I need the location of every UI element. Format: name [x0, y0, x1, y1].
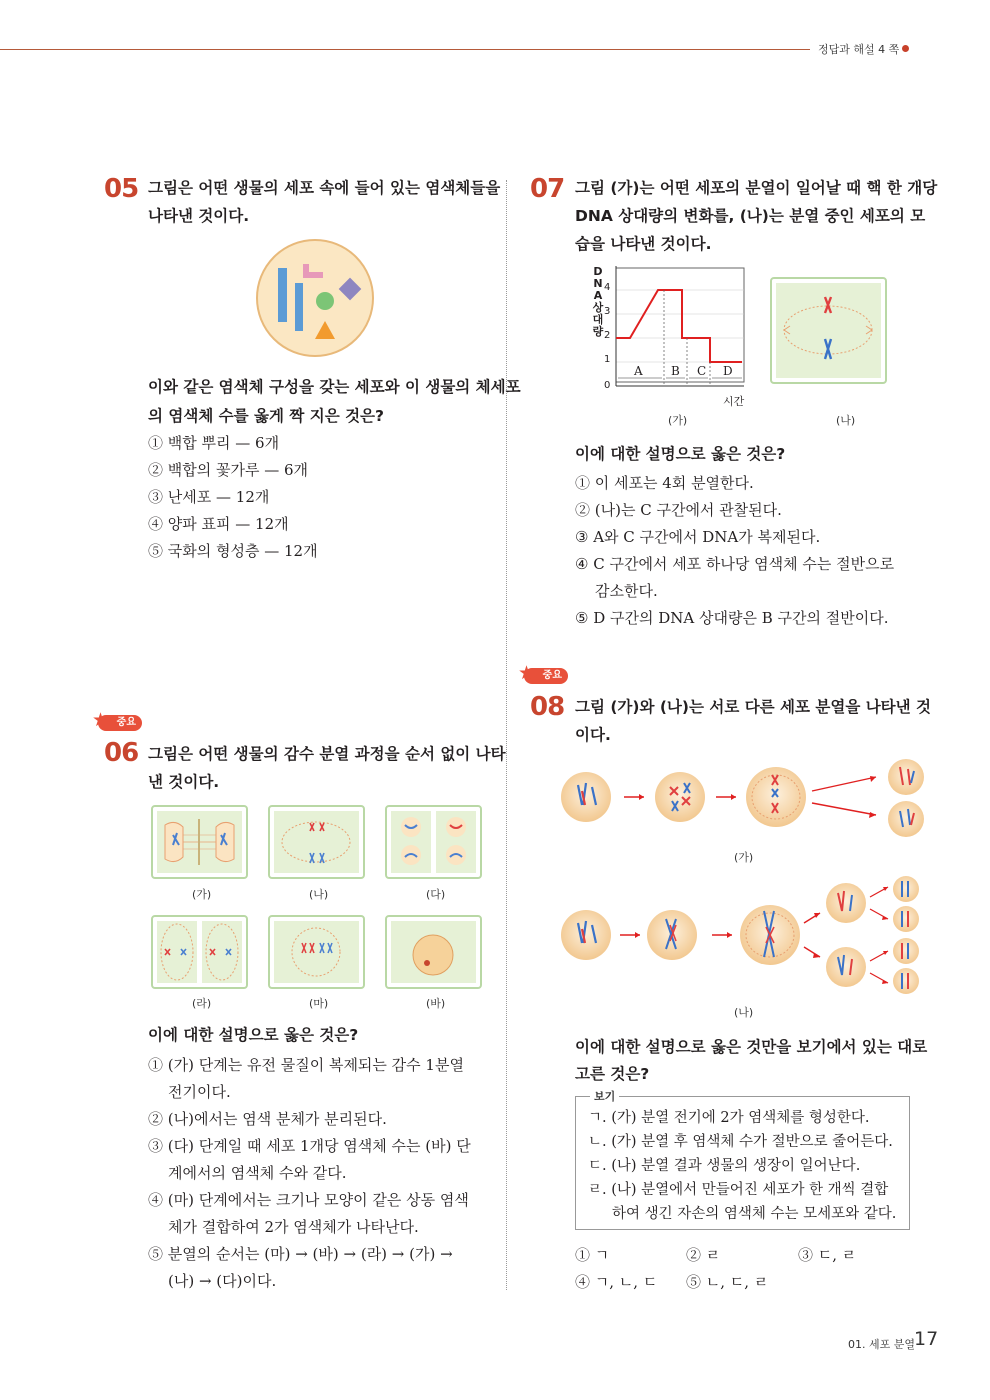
q06-option-1-cont: 전기이다.	[168, 1083, 231, 1101]
q05-cell-figure	[254, 237, 376, 359]
q07-segment-A: A	[634, 364, 643, 378]
q06-option-5[interactable]: ⑤ 분열의 순서는 (마) → (바) → (라) → (가) →	[148, 1245, 453, 1263]
q07-text-line3: 습을 나타낸 것이다.	[575, 235, 712, 253]
q07-text-line1: 그림 (가)는 어떤 세포의 분열이 일어날 때 핵 한 개당	[575, 179, 938, 197]
header-dot-icon	[902, 45, 909, 52]
q08-bogi-item-2: ㄴ. (가) 분열 후 염색체 수가 절반으로 줄어든다.	[588, 1134, 893, 1150]
q05-option-1[interactable]: ① 백합 뿌리 — 6개	[148, 434, 280, 452]
q08-caption-na: (나)	[734, 1006, 754, 1019]
q08-choice-5[interactable]: ⑤ ㄴ, ㄷ, ㄹ	[686, 1273, 769, 1291]
q07-ask: 이에 대한 설명으로 옳은 것은?	[575, 445, 786, 463]
answer-reference: 정답과 해설 4 쪽	[818, 43, 900, 56]
q06-figure-na	[268, 805, 365, 879]
q06-option-3-cont: 계에서의 염색체 수와 같다.	[168, 1164, 347, 1182]
q07-segment-B: B	[671, 364, 680, 378]
q07-number: 07	[530, 174, 565, 204]
q07-segment-C: C	[697, 364, 707, 378]
q06-option-5-cont: (나) → (다)이다.	[168, 1272, 277, 1290]
q05-option-5[interactable]: ⑤ 국화의 형성층 — 12개	[148, 542, 318, 560]
q05-option-2[interactable]: ② 백합의 꽃가루 — 6개	[148, 461, 309, 479]
q06-caption-ga: (가)	[192, 888, 212, 901]
q08-choice-4[interactable]: ④ ㄱ, ㄴ, ㄷ	[575, 1273, 658, 1291]
q05-option-4[interactable]: ④ 양파 표피 — 12개	[148, 515, 289, 533]
q06-caption-ra: (라)	[192, 997, 212, 1010]
q06-figure-ra	[151, 915, 248, 989]
q07-caption-na: (나)	[836, 414, 856, 427]
q08-text-line1: 그림 (가)와 (나)는 서로 다른 세포 분열을 나타낸 것	[575, 698, 931, 716]
q06-text-line1: 그림은 어떤 생물의 감수 분열 과정을 순서 없이 나타	[148, 745, 506, 763]
q08-choice-3[interactable]: ③ ㄷ, ㄹ	[798, 1246, 857, 1264]
q08-text-line2: 이다.	[575, 726, 611, 744]
q07-graph-ylabel: D N A 상 대 량	[592, 265, 604, 338]
q07-segment-D: D	[723, 364, 733, 378]
q07-option-2[interactable]: ② (나)는 C 구간에서 관찰된다.	[575, 501, 782, 519]
q06-text-line2: 낸 것이다.	[148, 773, 220, 791]
q06-figure-ba	[385, 915, 482, 989]
q08-important-badge: ★ 중요	[524, 668, 568, 684]
q07-option-4-cont: 감소한다.	[595, 582, 658, 600]
q05-option-3[interactable]: ③ 난세포 — 12개	[148, 488, 270, 506]
q08-bogi-label: 보기	[590, 1088, 619, 1104]
footer-chapter: 01. 세포 분열	[848, 1338, 915, 1351]
q08-number: 08	[530, 692, 565, 722]
q08-bogi-item-4-cont: 하여 생긴 자손의 염색체 수는 모세포와 같다.	[612, 1206, 897, 1222]
q06-caption-ma: (마)	[309, 997, 329, 1010]
q08-bogi-item-1: ㄱ. (가) 분열 전기에 2가 염색체를 형성한다.	[588, 1110, 870, 1126]
q06-option-1[interactable]: ① (가) 단계는 유전 물질이 복제되는 감수 1분열	[148, 1056, 464, 1074]
q05-ask-line1: 이와 같은 염색체 구성을 갖는 세포와 이 생물의 체세포	[148, 378, 521, 396]
q08-caption-ga: (가)	[734, 851, 754, 864]
q06-figure-ga	[151, 805, 248, 879]
q05-text-line1: 그림은 어떤 생물의 세포 속에 들어 있는 염색체들을	[148, 179, 501, 197]
q08-ask-line2: 고른 것은?	[575, 1065, 650, 1083]
q06-figure-da	[385, 805, 482, 879]
q07-figure-na	[770, 277, 887, 384]
q06-caption-da: (다)	[426, 888, 446, 901]
q08-choice-1[interactable]: ① ㄱ	[575, 1246, 610, 1264]
star-icon: ★	[92, 709, 110, 731]
q07-option-3[interactable]: ③ A와 C 구간에서 DNA가 복제된다.	[575, 528, 821, 546]
footer-page-number: 17	[914, 1328, 939, 1350]
q07-option-4[interactable]: ④ C 구간에서 세포 하나당 염색체 수는 절반으로	[575, 555, 895, 573]
q07-ytick-3: 3	[604, 306, 611, 317]
q07-ytick-0: 0	[604, 380, 611, 391]
q06-option-3[interactable]: ③ (다) 단계일 때 세포 1개당 염색체 수는 (바) 단	[148, 1137, 471, 1155]
star-icon: ★	[518, 662, 536, 684]
q05-number: 05	[104, 174, 139, 204]
q07-caption-ga: (가)	[668, 414, 688, 427]
q06-caption-na: (나)	[309, 888, 329, 901]
q08-figure-na	[556, 875, 936, 1000]
q07-option-5[interactable]: ⑤ D 구간의 DNA 상대량은 B 구간의 절반이다.	[575, 609, 889, 627]
column-divider	[506, 180, 507, 1290]
q06-option-4-cont: 체가 결합하여 2가 염색체가 나타난다.	[168, 1218, 419, 1236]
q06-number: 06	[104, 738, 139, 768]
q06-option-2[interactable]: ② (나)에서는 염색 분체가 분리된다.	[148, 1110, 387, 1128]
q06-important-badge: ★ 중요	[98, 715, 142, 731]
q06-ask: 이에 대한 설명으로 옳은 것은?	[148, 1026, 359, 1044]
q05-text-line2: 나타낸 것이다.	[148, 207, 250, 225]
header-rule	[0, 49, 810, 50]
q07-ytick-2: 2	[604, 330, 611, 341]
q08-choice-2[interactable]: ② ㄹ	[686, 1246, 721, 1264]
q05-ask-line2: 의 염색체 수를 옳게 짝 지은 것은?	[148, 407, 385, 425]
q06-figure-ma	[268, 915, 365, 989]
q07-text-line2: DNA 상대량의 변화를, (나)는 분열 중인 세포의 모	[575, 207, 926, 225]
q06-caption-ba: (바)	[426, 997, 446, 1010]
q07-option-1[interactable]: ① 이 세포는 4회 분열한다.	[575, 474, 754, 492]
q08-ask-line1: 이에 대한 설명으로 옳은 것만을 보기에서 있는 대로	[575, 1038, 928, 1056]
q07-xlabel: 시간	[723, 395, 745, 408]
q08-figure-ga	[556, 757, 936, 847]
q08-bogi-item-3: ㄷ. (나) 분열 결과 생물의 생장이 일어난다.	[588, 1158, 861, 1174]
q06-option-4[interactable]: ④ (마) 단계에서는 크기나 모양이 같은 상동 염색	[148, 1191, 469, 1209]
q07-ytick-4: 4	[604, 282, 611, 293]
q07-ytick-1: 1	[604, 354, 611, 365]
q08-bogi-item-4: ㄹ. (나) 분열에서 만들어진 세포가 한 개씩 결합	[588, 1182, 889, 1198]
